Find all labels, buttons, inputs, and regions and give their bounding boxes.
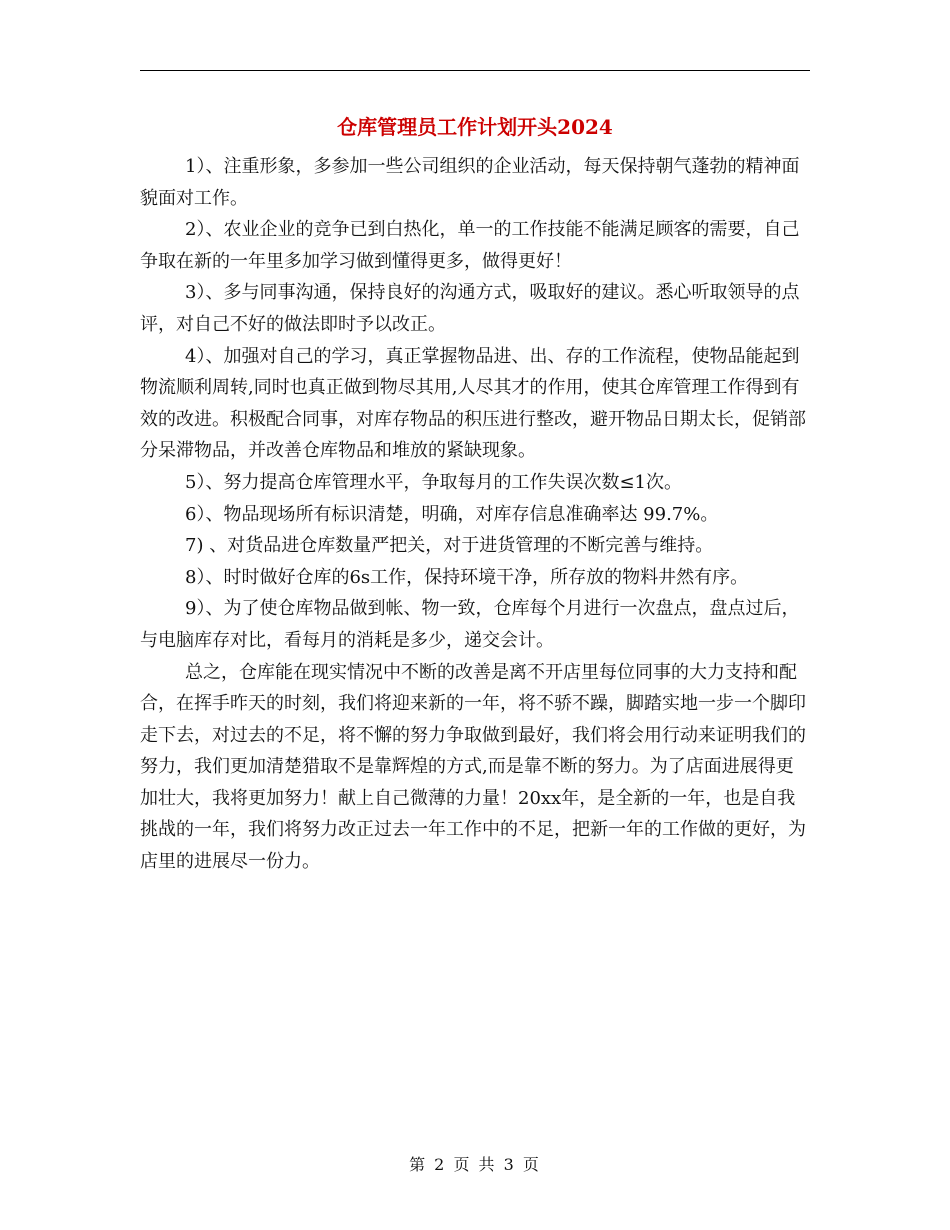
paragraph-2: 2）、农业企业的竞争已到白热化，单一的工作技能不能满足顾客的需要，自己争取在新的一年里多加学习做到懂得更多，做得更好！ [140,219,800,272]
header-rule [140,70,810,71]
paragraph-5: 5）、努力提高仓库管理水平，争取每月的工作失误次数≤1次。 [185,471,682,493]
paragraph-6: 6）、物品现场所有标识清楚，明确，对库存信息准确率达 99.7%。 [185,503,719,525]
document-title: 仓库管理员工作计划开头2024 [337,115,613,139]
document-body [140,151,808,878]
paragraph-1: 1）、注重形象，多参加一些公司组织的企业活动，每天保持朝气蓬勃的精神面貌面对工作。 [140,156,800,209]
paragraph-8: 8）、时时做好仓库的6s工作，保持环境干净，所存放的物料井然有序。 [185,566,749,588]
paragraph-summary: 总之，仓库能在现实情况中不断的改善是离不开店里每位同事的大力支持和配合，在挥手昨天的时刻，我们将迎来新的一年，将不骄不躁，脚踏实地一步一个脚印走下去，对过去的不足，将不懈的努力争取做到最好，我们将会用行动来证明我们的努力，我们更加清楚猎取不是靠辉煌的方式,而是靠不断的努力。为了店面进展得更加壮大，我将更加努力！献上自己微薄的力量！20xx年，是全新的一年，也是自我挑战的一年，我们将努力改正过去一年工作中的不足，把新一年的工作做的更好，为店里的进展尽一份力。 [140,661,806,873]
paragraph-3: 3）、多与同事沟通，保持良好的沟通方式，吸取好的建议。悉心听取领导的点评，对自己不好的做法即时予以改正。 [140,282,800,335]
paragraph-9: 9）、为了使仓库物品做到帐、物一致，仓库每个月进行一次盘点，盘点过后，与电脑库存对比，看每月的消耗是多少，递交会计。 [140,598,800,651]
page-number-footer: 第 2 页 共 3 页 [409,1155,541,1174]
paragraph-4: 4）、加强对自己的学习，真正掌握物品进、出、存的工作流程，使物品能起到物流顺利周转,同时也真正做到物尽其用,人尽其才的作用，使其仓库管理工作得到有效的改进。积极配合同事，对库存物品的积压进行整改，避开物品日期太长，促销部分呆滞物品，并改善仓库物品和堆放的紧缺现象。 [140,345,806,462]
paragraph-7: 7) 、对货品进仓库数量严把关，对于进货管理的不断完善与维持。 [185,535,714,557]
